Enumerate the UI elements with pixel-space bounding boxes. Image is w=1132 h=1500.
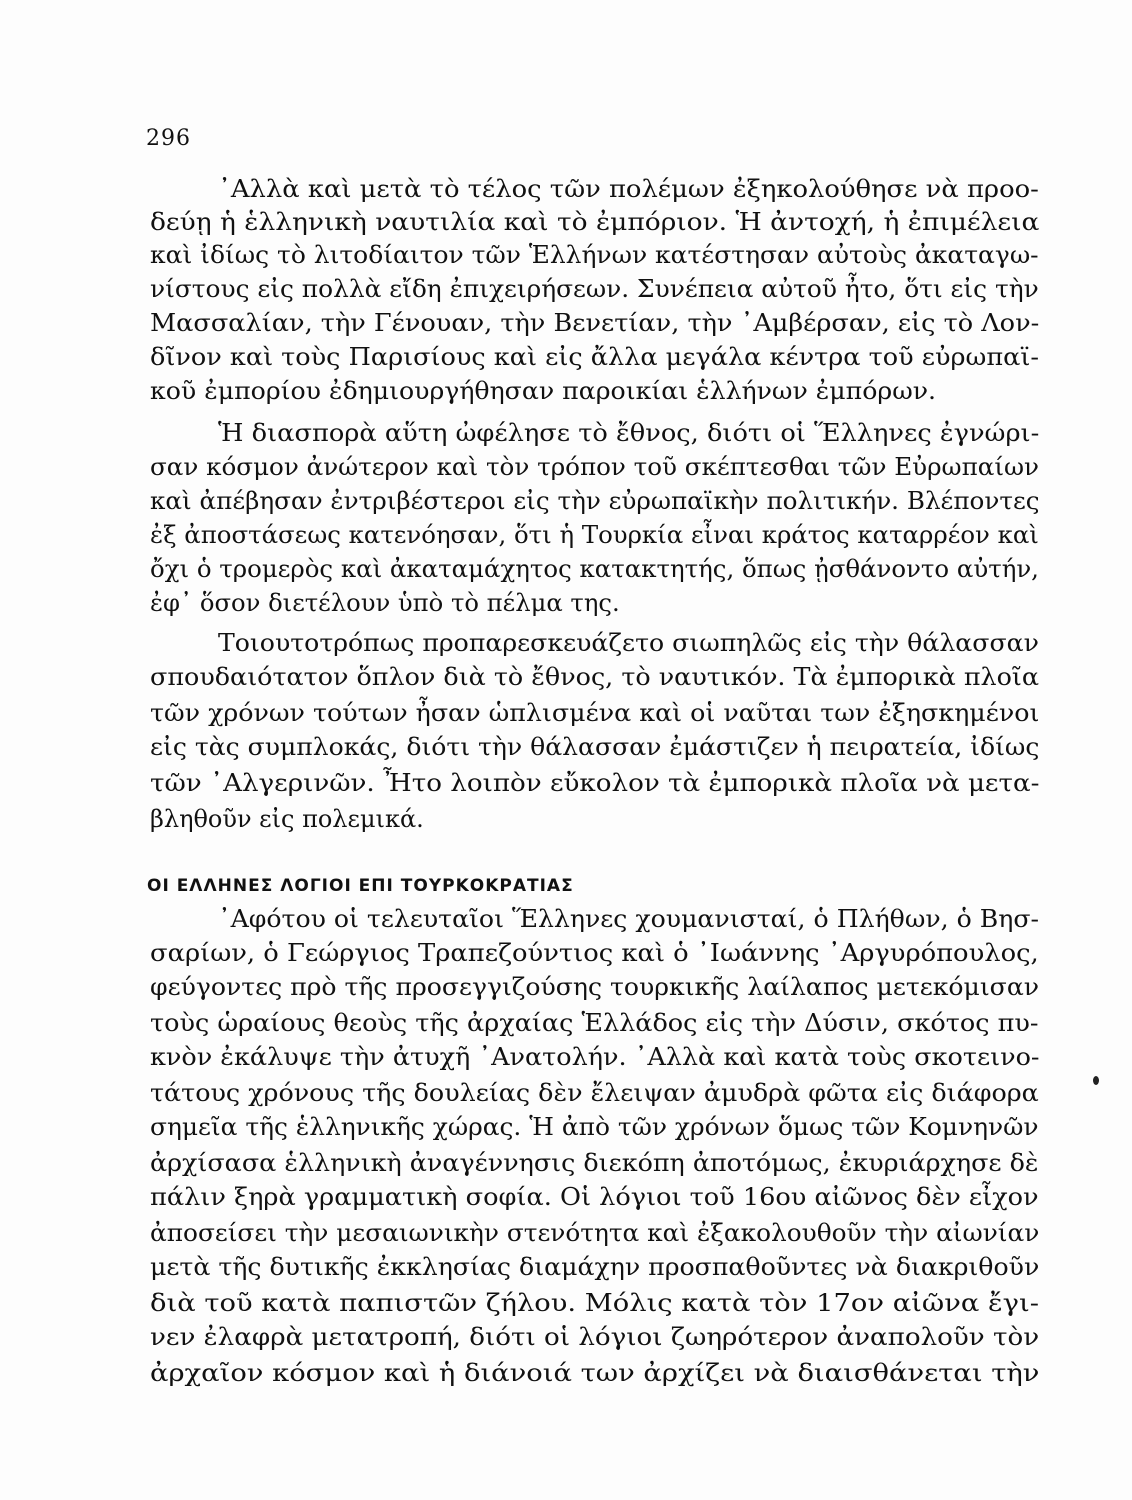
text-line: σαρίων, ὁ Γεώργιος Τραπεζούντιος καὶ ὁ ᾿Ιωάννης ᾿Αργυρόπουλος, — [150, 939, 1039, 967]
text-line: σαν κόσμον ἀνώτερον καὶ τὸν τρόπον τοῦ σκέπτεσθαι τῶν Εὐρωπαίων — [150, 453, 1039, 481]
text-line: τῶν χρόνων τούτων ἦσαν ὡπλισμένα καὶ οἱ ναῦται των ἐξησκημένοι — [150, 699, 1040, 727]
text-line: κοῦ ἐμπορίου ἐδημιουργήθησαν παροικίαι ἑλλήνων ἐμπόρων. — [150, 377, 937, 405]
text-line: ὄχι ὁ τρομερὸς καὶ ἀκαταμάχητος κατακτητής, ὅπως ᾐσθάνοντο αὐτήν, — [150, 555, 1039, 583]
text-line: ἐξ ἀποστάσεως κατενόησαν, ὅτι ἡ Τουρκία εἶναι κράτος καταρρέον καὶ — [150, 521, 1039, 549]
ink-speck — [1093, 1076, 1099, 1085]
text-line: τάτους χρόνους τῆς δουλείας δὲν ἔλειψαν ἀμυδρὰ φῶτα εἰς διάφορα — [150, 1079, 1039, 1107]
page-number: 296 — [146, 126, 191, 151]
text-line: κνὸν ἐκάλυψε τὴν ἀτυχῆ ᾿Ανατολήν. ᾿Αλλὰ καὶ κατὰ τοὺς σκοτεινο- — [150, 1043, 1040, 1071]
text-line: σπουδαιότατον ὅπλον διὰ τὸ ἔθνος, τὸ ναυτικόν. Τὰ ἐμπορικὰ πλοῖα — [150, 663, 1040, 691]
text-line: νίστους εἰς πολλὰ εἴδη ἐπιχειρήσεων. Συνέπεια αὐτοῦ ἦτο, ὅτι εἰς τὴν — [150, 275, 1039, 303]
text-line: καὶ ἀπέβησαν ἐντριβέστεροι εἰς τὴν εὐρωπαϊκὴν πολιτικήν. Βλέποντες — [150, 487, 1040, 515]
text-line: ᾿Αλλὰ καὶ μετὰ τὸ τέλος τῶν πολέμων ἐξηκολούθησε νὰ προο- — [218, 175, 1039, 203]
text-line: εἰς τὰς συμπλοκάς, διότι τὴν θάλασσαν ἐμάστιζεν ἡ πειρατεία, ἰδίως — [150, 733, 1040, 761]
text-line: νεν ἐλαφρὰ μετατροπή, διότι οἱ λόγιοι ζωηρότερον ἀναπολοῦν τὸν — [150, 1323, 1040, 1351]
text-line: Ἡ διασπορὰ αὕτη ὠφέλησε τὸ ἔθνος, διότι οἱ Ἕλληνες ἐγνώρι- — [218, 419, 1040, 447]
text-line: Μασσαλίαν, τὴν Γένουαν, τὴν Βενετίαν, τὴν ᾿Αμβέρσαν, εἰς τὸ Λον- — [150, 309, 1040, 337]
text-line: διὰ τοῦ κατὰ παπιστῶν ζήλου. Μόλις κατὰ τὸν 17ον αἰῶνα ἔγι- — [150, 1289, 1039, 1317]
section-heading: ΟΙ ΕΛΛΗΝΕΣ ΛΟΓΙΟΙ ΕΠΙ ΤΟΥΡΚΟΚΡΑΤΙΑΣ — [147, 876, 574, 896]
text-line: τῶν ᾿Αλγερινῶν. Ἦτο λοιπὸν εὔκολον τὰ ἐμπορικὰ πλοῖα νὰ μετα- — [150, 769, 1040, 797]
text-line: καὶ ἰδίως τὸ λιτοδίαιτον τῶν Ἑλλήνων κατέστησαν αὐτοὺς ἀκαταγω- — [150, 241, 1039, 269]
text-line: ᾿Αφότου οἱ τελευταῖοι Ἕλληνες χουμανισταί, ὁ Πλήθων, ὁ Βησ- — [218, 905, 1040, 933]
text-line: τοὺς ὡραίους θεοὺς τῆς ἀρχαίας Ἑλλάδος εἰς τὴν Δύσιν, σκότος πυ- — [150, 1009, 1039, 1037]
text-line: ἀρχίσασα ἑλληνικὴ ἀναγέννησις διεκόπη ἀποτόμως, ἐκυριάρχησε δὲ — [150, 1149, 1039, 1177]
text-line: ἀποσείσει τὴν μεσαιωνικὴν στενότητα καὶ ἐξακολουθοῦν τὴν αἰωνίαν — [150, 1219, 1040, 1247]
text-line: βληθοῦν εἰς πολεμικά. — [150, 805, 424, 833]
text-line: φεύγοντες πρὸ τῆς προσεγγιζούσης τουρκικῆς λαίλαπος μετεκόμισαν — [150, 973, 1040, 1001]
text-line: ἀρχαῖον κόσμον καὶ ἡ διάνοιά των ἀρχίζει νὰ διαισθάνεται τὴν — [150, 1359, 1040, 1387]
text-line: ἐφ᾿ ὅσον διετέλουν ὑπὸ τὸ πέλμα της. — [150, 589, 620, 617]
text-line: σημεῖα τῆς ἑλληνικῆς χώρας. Ἡ ἀπὸ τῶν χρόνων ὅμως τῶν Κομνηνῶν — [150, 1113, 1039, 1141]
text-line: Τοιουτοτρόπως προπαρεσκευάζετο σιωπηλῶς εἰς τὴν θάλασσαν — [218, 629, 1039, 657]
text-line: μετὰ τῆς δυτικῆς ἐκκλησίας διαμάχην προσπαθοῦντες νὰ διακριθοῦν — [150, 1253, 1040, 1281]
text-line: δῖνον καὶ τοὺς Παρισίους καὶ εἰς ἄλλα μεγάλα κέντρα τοῦ εὐρωπαϊ- — [150, 343, 1039, 371]
text-line: δεύῃ ἡ ἑλληνικὴ ναυτιλία καὶ τὸ ἐμπόριον. Ἡ ἀντοχή, ἡ ἐπιμέλεια — [150, 208, 1040, 236]
text-line: πάλιν ξηρὰ γραμματικὴ σοφία. Οἱ λόγιοι τοῦ 16ου αἰῶνος δὲν εἶχον — [150, 1183, 1039, 1211]
